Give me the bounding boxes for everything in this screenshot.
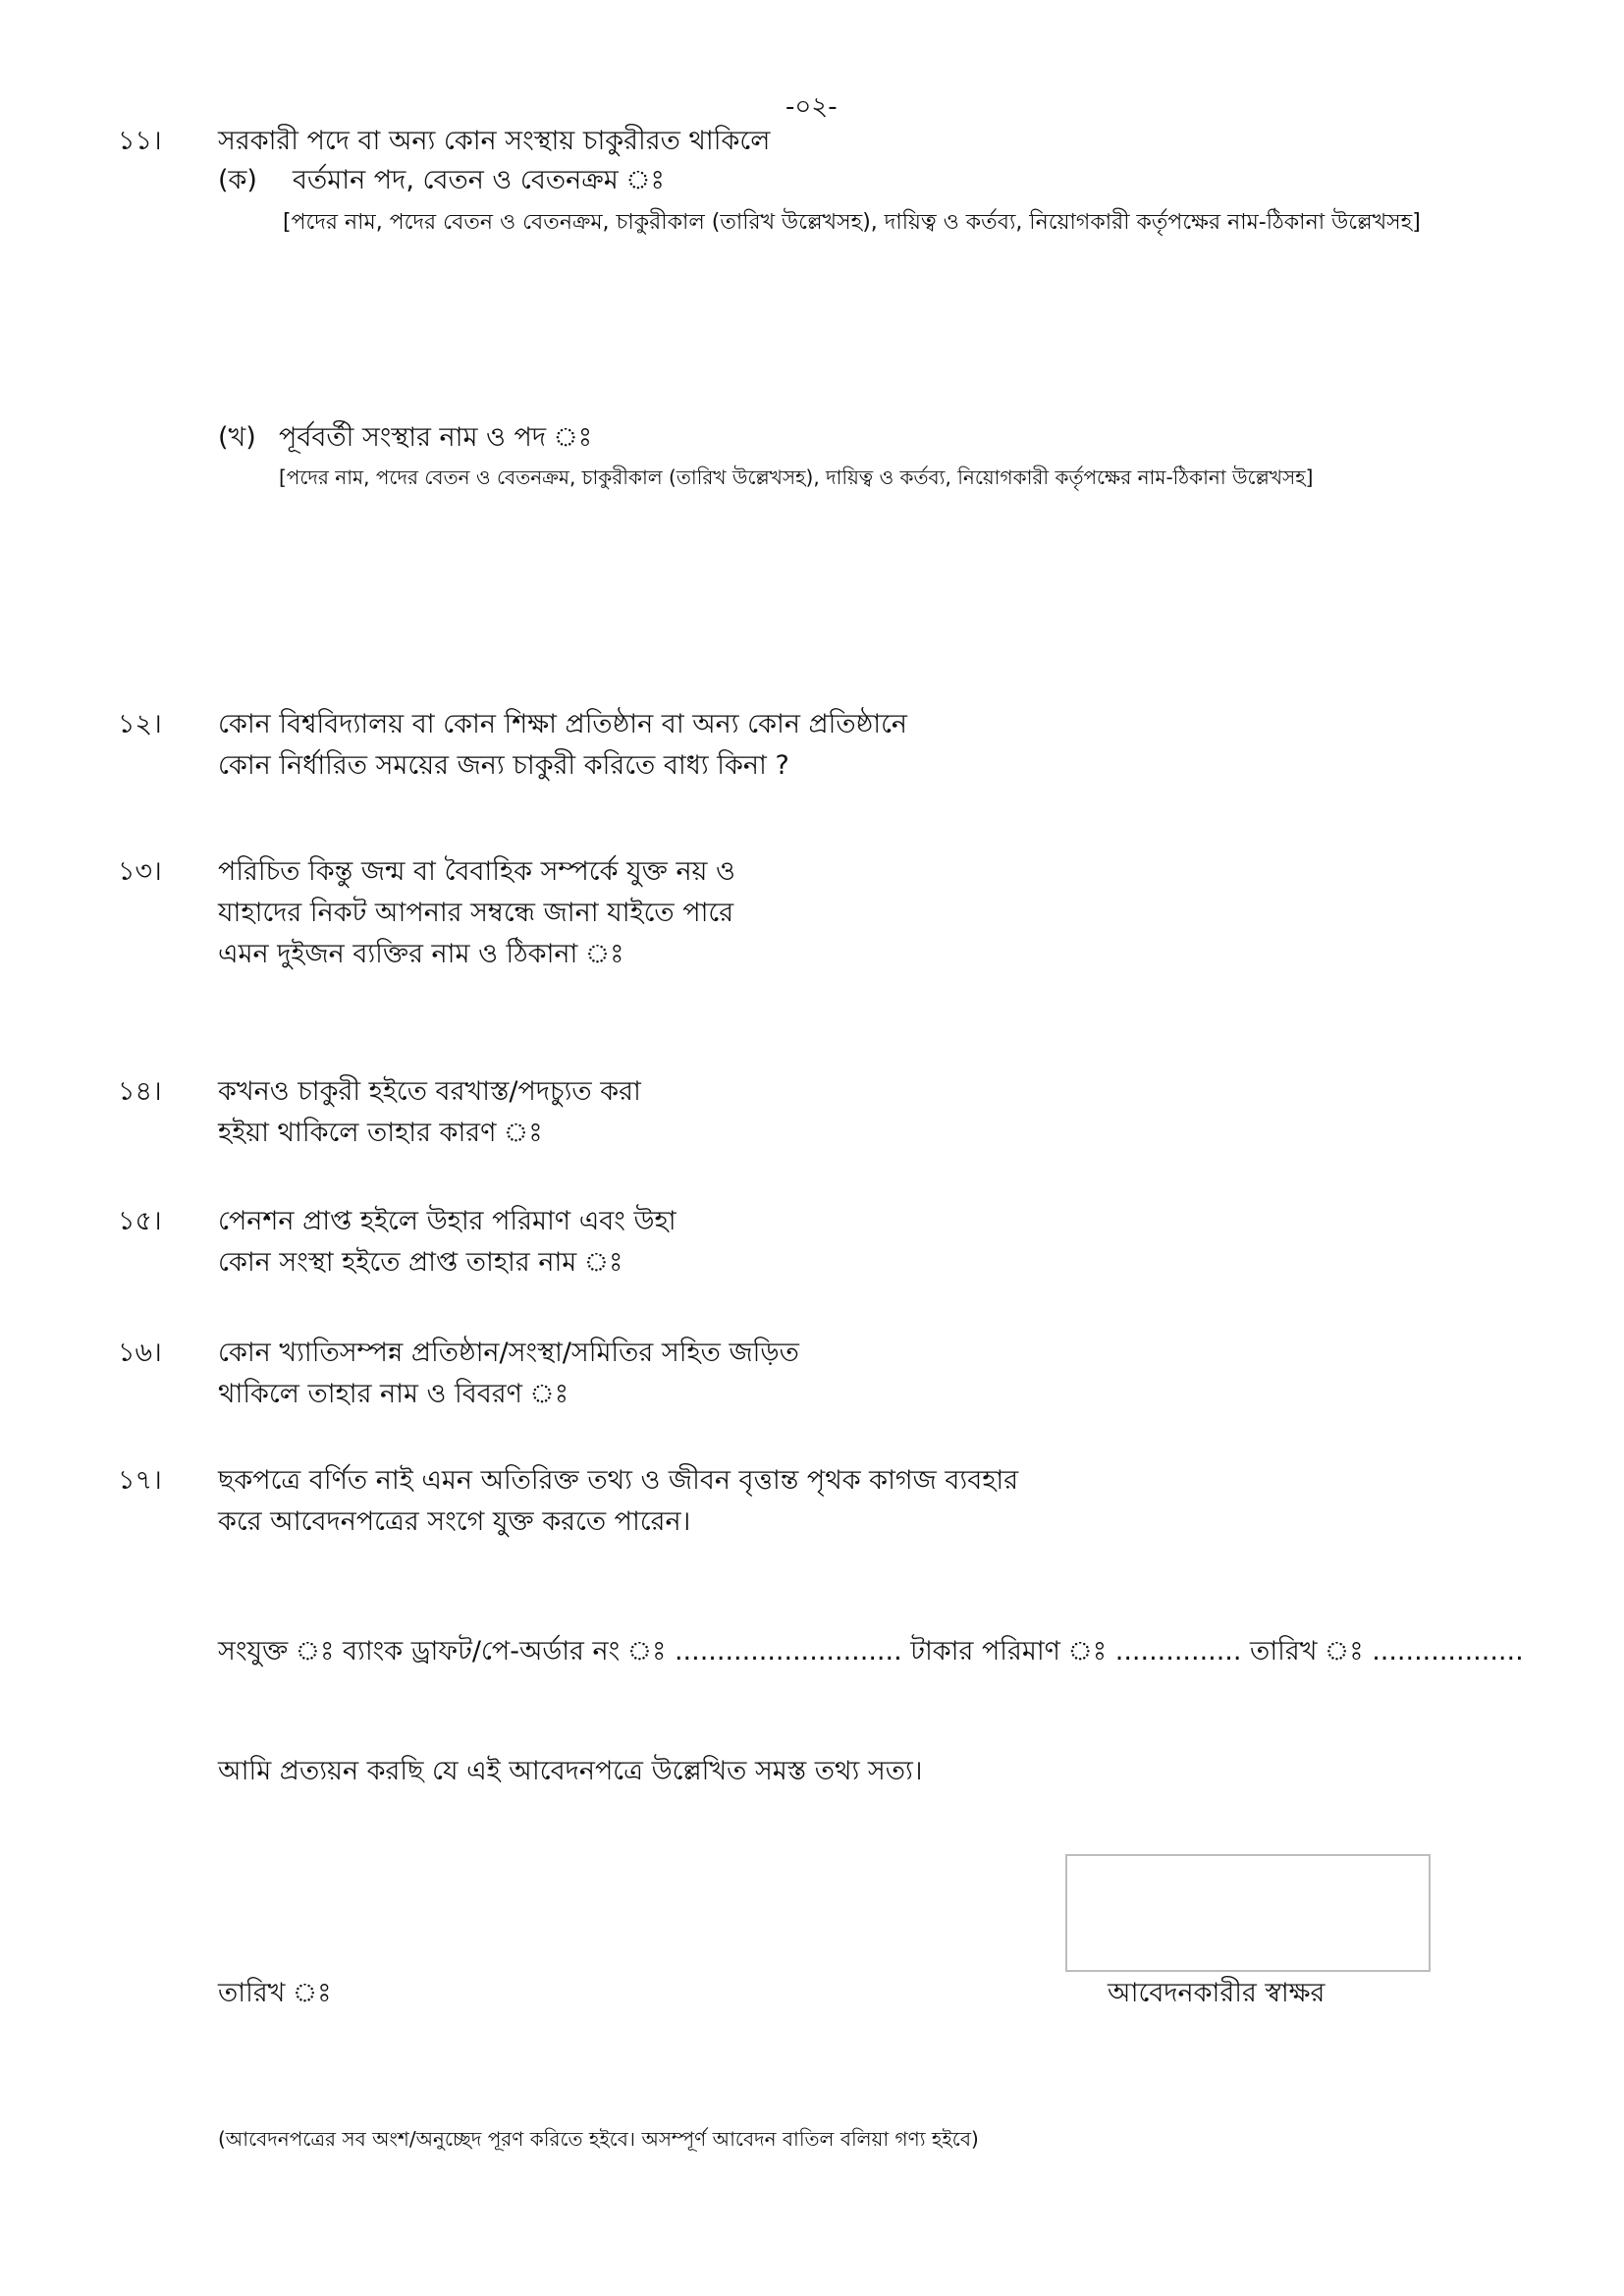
item-11-text: সরকারী পদে বা অন্য কোন সংস্থায় চাকুরীরত থাকিলে [218, 126, 771, 156]
footer-note: (আবেদনপত্রের সব অংশ/অনুচ্ছেদ পূরণ করিতে হইবে। অসম্পূর্ণ আবেদন বাতিল বলিয়া গণ্য হইবে) [218, 2127, 979, 2151]
item-12-line-1: কোন বিশ্ববিদ্যালয় বা কোন শিক্ষা প্রতিষ্ঠান বা অন্য কোন প্রতিষ্ঠানে [218, 709, 908, 739]
item-11-kha-text: পূর্ববর্তী সংস্থার নাম ও পদ ঃ [279, 422, 593, 453]
item-16-number: ১৬। [118, 1338, 162, 1368]
item-11-ka-note: [পদের নাম, পদের বেতন ও বেতনক্রম, চাকুরীকাল (তারিখ উল্লেখসহ), দায়িত্ব ও কর্তব্য, নিয়োগকারী কর্তৃপক্ষের নাম-ঠিকানা উল্লেখসহ] [283, 210, 1421, 235]
item-17-number: ১৭। [118, 1465, 162, 1496]
item-11-number: ১১। [118, 126, 162, 156]
item-14-line-2: হইয়া থাকিলে তাহার কারণ ঃ [218, 1118, 543, 1148]
item-13-line-1: পরিচিত কিন্তু জন্ম বা বৈবাহিক সম্পর্কে যুক্ত নয় ও [218, 856, 735, 887]
item-12-number: ১২। [118, 709, 162, 739]
item-16-line-2: থাকিলে তাহার নাম ও বিবরণ ঃ [218, 1379, 569, 1409]
date-label: তারিখ ঃ [218, 1978, 332, 2008]
item-14-number: ১৪। [118, 1076, 162, 1107]
item-13-line-2: যাহাদের নিকট আপনার সম্বন্ধে জানা যাইতে পারে [218, 898, 734, 928]
item-12-line-2: কোন নির্ধারিত সময়ের জন্য চাকুরী করিতে বাধ্য কিনা ? [218, 750, 789, 781]
item-11-kha-label: (খ) [218, 422, 256, 453]
signature-label: আবেদনকারীর স্বাক্ষর [1108, 1978, 1326, 2008]
attachment-line: সংযুক্ত ঃ ব্যাংক ড্রাফট/পে-অর্ডার নং ঃ ........................... টাকার পরিমাণ ঃ ............... তারিখ ঃ .................. [218, 1636, 1524, 1667]
item-11-ka-text: বর্তমান পদ, বেতন ও বেতনক্রম ঃ [293, 165, 665, 195]
item-11-ka-label: (ক) [218, 165, 257, 195]
item-15-line-2: কোন সংস্থা হইতে প্রাপ্ত তাহার নাম ঃ [218, 1247, 623, 1278]
item-17-line-2: করে আবেদনপত্রের সংগে যুক্ত করতে পারেন। [218, 1506, 691, 1537]
item-17-line-1: ছকপত্রে বর্ণিত নাই এমন অতিরিক্ত তথ্য ও জীবন বৃত্তান্ত পৃথক কাগজ ব্যবহার [218, 1465, 1019, 1496]
item-13-line-3: এমন দুইজন ব্যক্তির নাম ও ঠিকানা ঃ [218, 939, 624, 969]
signature-box [1065, 1854, 1431, 1972]
item-15-number: ১৫। [118, 1206, 162, 1236]
item-15-line-1: পেনশন প্রাপ্ত হইলে উহার পরিমাণ এবং উহা [218, 1206, 677, 1236]
item-14-line-1: কখনও চাকুরী হইতে বরখাস্ত/পদচ্যুত করা [218, 1076, 641, 1107]
declaration: আমি প্রত্যয়ন করছি যে এই আবেদনপত্রে উল্লেখিত সমস্ত তথ্য সত্য। [218, 1756, 923, 1786]
item-13-number: ১৩। [118, 856, 162, 887]
item-16-line-1: কোন খ্যাতিসম্পন্ন প্রতিষ্ঠান/সংস্থা/সমিতির সহিত জড়িত [218, 1338, 799, 1368]
item-11-kha-note: [পদের নাম, পদের বেতন ও বেতনক্রম, চাকুরীকাল (তারিখ উল্লেখসহ), দায়িত্ব ও কর্তব্য, নিয়োগকারী কর্তৃপক্ষের নাম-ঠিকানা উল্লেখসহ] [279, 465, 1314, 489]
page-number: -০২- [785, 92, 838, 122]
